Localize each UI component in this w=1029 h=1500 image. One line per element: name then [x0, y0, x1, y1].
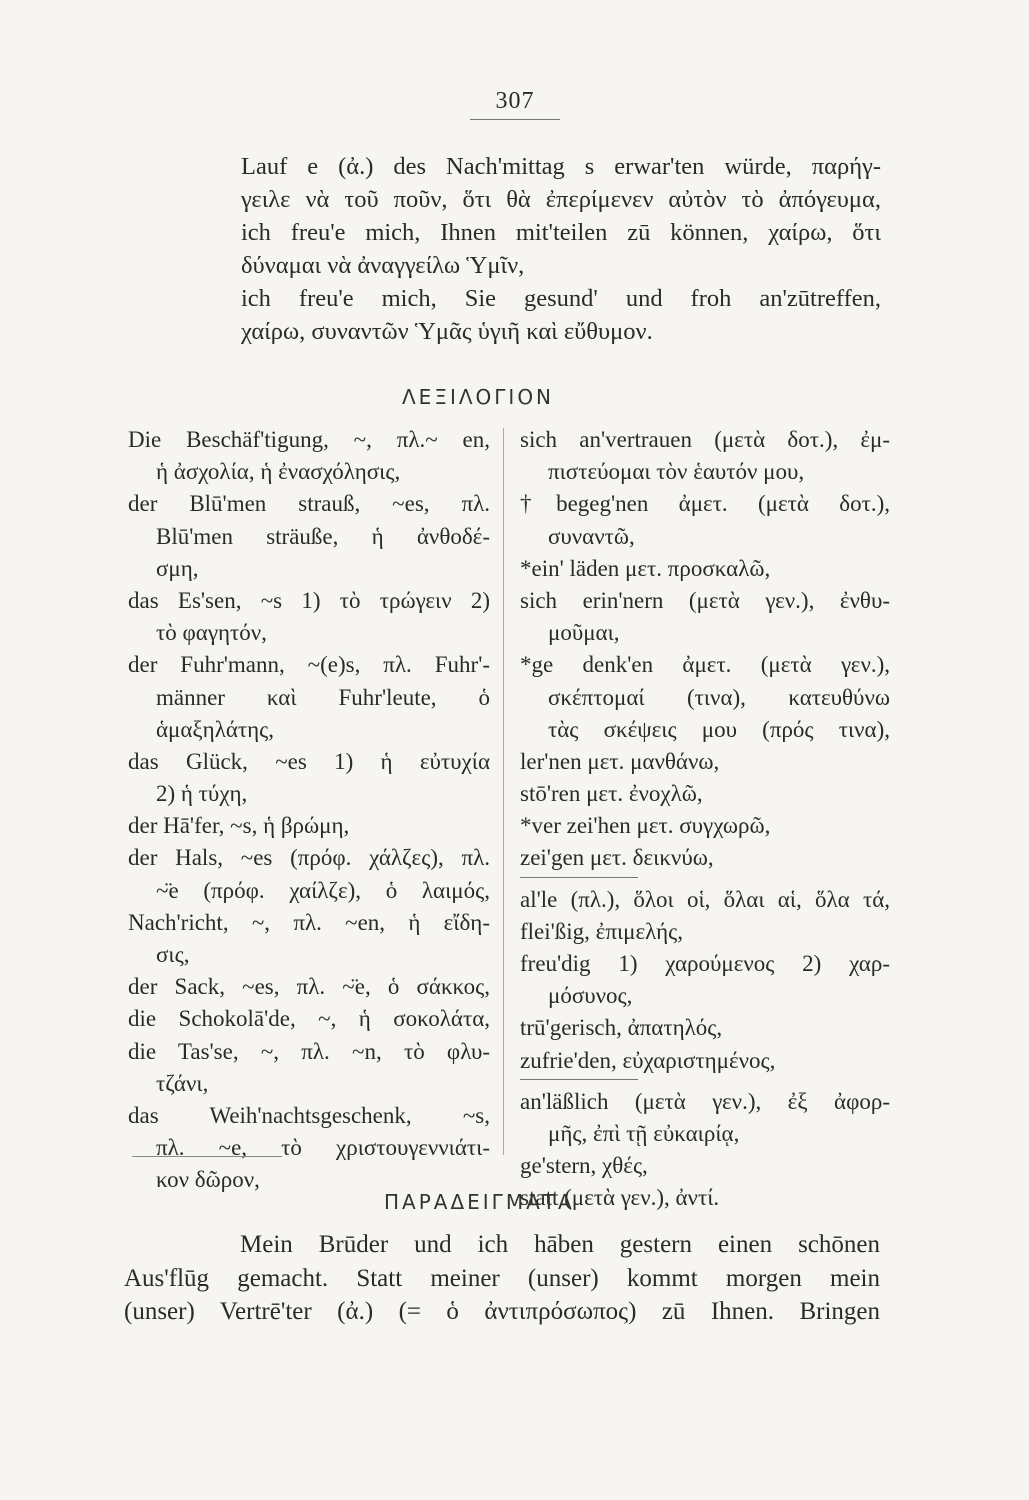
lexicon-entry-line: ler'nen μετ. μανθάνω, — [520, 748, 720, 774]
example-line: (unser) Vertrē'ter (ἀ.) (= ὁ ἀντιπρόσωπος) zū Ihnen. Bringen — [124, 1298, 880, 1325]
lexicon-entry-line: †begeg'nen ἀμετ. (μετὰ δοτ.), — [520, 491, 890, 517]
lexicon-entry-line: τὰς σκέψεις μου (πρός τινα), — [548, 716, 890, 742]
lexicon-entry-line: männer καὶ Fuhr'leute, ὁ — [156, 684, 490, 710]
examples-paragraph — [124, 1228, 880, 1329]
intro-line: Lauf e (ἀ.) des Nach'mittag s erwar'ten würde, παρήγ- — [241, 153, 881, 180]
lexicon-entry-line: ἡ ἀσχολία, ἡ ἐνασχόλησις, — [156, 459, 401, 485]
lexicon-entry-line: τζάνι, — [156, 1070, 209, 1096]
group-separator-rule — [520, 1079, 638, 1080]
lexicon-entry-line: statt (μετὰ γεν.), ἀντί. — [520, 1185, 720, 1211]
lexicon-entry-line: πιστεύομαι τὸν ἑαυτόν μου, — [548, 459, 805, 485]
example-line: Mein Brūder und ich hāben gestern einen schōnen — [240, 1231, 880, 1258]
lexicon-entry-line: ~̈e (πρόφ. χαίλζε), ὁ λαιμός, — [156, 877, 490, 903]
lexicon-entry-line: κον δῶρον, — [156, 1167, 260, 1193]
lexicon-entry-line: freu'dig 1) χαρούμενος 2) χαρ- — [520, 951, 890, 976]
lexicon-entry-line: σμη, — [156, 555, 199, 581]
lexicon-entry-line: die Tas'se, ~, πλ. ~n, τὸ φλυ- — [128, 1038, 490, 1064]
lexicon-entry-line: πλ. ~e, τὸ χριστουγεννιάτι- — [156, 1135, 490, 1161]
lexicon-right-column — [520, 424, 890, 1215]
intro-line: ich freu'e mich, Ihnen mit'teilen zū können, χαίρω, ὅτι — [241, 219, 881, 246]
lexicon-entry-line: ge'stern, χθές, — [520, 1153, 648, 1179]
lexicon-entry-line: der Fuhr'mann, ~(e)s, πλ. Fuhr'- — [128, 652, 490, 678]
lexicon-entry-line: an'läßlich (μετὰ γεν.), ἐξ ἀφορ- — [520, 1088, 890, 1114]
lexicon-entry-line: die Schokolā'de, ~, ἡ σοκολάτα, — [128, 1006, 490, 1032]
lexicon-entry-line: das Weih'nachtsgeschenk, ~s, — [128, 1102, 490, 1128]
lexicon-entry-line: Blū'men sträuße, ἡ ἀνθοδέ- — [156, 523, 490, 549]
lexicon-entry-line: σκέπτομαί (τινα), κατευθύνω — [548, 684, 890, 710]
lexicon-entry-line: *ein' läden μετ. προσκαλῶ, — [520, 555, 771, 581]
lexicon-entry-line: ἁμαξηλάτης, — [156, 716, 275, 742]
lexicon-entry-line: τὸ φαγητόν, — [156, 620, 267, 646]
group-separator-rule — [520, 877, 638, 878]
lexicon-entry-line: trū'gerisch, ἀπατηλός, — [520, 1015, 723, 1041]
intro-paragraph — [241, 150, 881, 348]
lexicon-entry-line: σις, — [156, 942, 190, 967]
examples-heading: ΠΑΡΑΔΕΙΓΜΑΤΑ — [384, 1190, 575, 1214]
lexicon-entry-line: der Sack, ~es, πλ. ~̈e, ὁ σάκκος, — [128, 974, 490, 1000]
lexicon-entry-line: μῆς, ἐπὶ τῇ εὐκαιρίᾳ, — [548, 1120, 740, 1146]
lexicon-entry-line: flei'ßig, ἐπιμελής, — [520, 918, 683, 944]
lexicon-entry-line: das Es'sen, ~s 1) τὸ τρώγειν 2) — [128, 587, 490, 613]
lexicon-heading: ΛΕΞΙΛΟΓΙΟΝ — [402, 385, 555, 409]
intro-line: ich freu'e mich, Sie gesund' und froh an'zūtreffen, — [241, 285, 881, 312]
lexicon-entry-line: der Hā'fer, ~s, ἡ βρώμη, — [128, 813, 350, 839]
lexicon-entry-line: μόσυνος, — [548, 983, 633, 1009]
lexicon-entry-line: Nach'richt, ~, πλ. ~en, ἡ εἴδη- — [128, 909, 490, 935]
left-column-end-rule — [132, 1156, 282, 1157]
lexicon-entry-line: der Blū'men strauß, ~es, πλ. — [128, 491, 490, 517]
lexicon-entry-line: sich erin'nern (μετὰ γεν.), ἐνθυ- — [520, 587, 890, 613]
lexicon-entry-line: 2) ἡ τύχη, — [156, 781, 248, 807]
column-divider — [503, 428, 504, 1155]
lexicon-entry-line: der Hals, ~es (πρόφ. χάλζες), πλ. — [128, 845, 490, 871]
lexicon-entry-line: sich an'vertrauen (μετὰ δοτ.), ἐμ- — [520, 427, 890, 452]
page-number: 307 — [495, 88, 535, 114]
intro-line: δύναμαι νὰ ἀναγγείλω Ὑμῖν, — [241, 252, 525, 279]
lexicon-entry-line: *ge denk'en ἀμετ. (μετὰ γεν.), — [520, 652, 890, 678]
lexicon-entry-line: μοῦμαι, — [548, 620, 620, 646]
page-number-rule — [470, 119, 560, 120]
lexicon-left-column — [128, 424, 490, 1197]
lexicon-entry-line: das Glück, ~es 1) ἡ εὐτυχία — [128, 748, 490, 774]
lexicon-entry-line: zei'gen μετ. δεικνύω, — [520, 845, 714, 871]
intro-line: χαίρω, συναντῶν Ὑμᾶς ὑγιῆ καὶ εὔθυμον. — [241, 318, 653, 345]
lexicon-entry-line: al'le (πλ.), ὅλοι οἱ, ὅλαι αἱ, ὅλα τά, — [520, 886, 890, 912]
lexicon-entry-line: συναντῶ, — [548, 523, 635, 549]
lexicon-entry-line: *ver zei'hen μετ. συγχωρῶ, — [520, 813, 771, 839]
lexicon-entry-line: Die Beschäf'tigung, ~, πλ.~ en, — [128, 427, 490, 452]
example-line: Aus'flūg gemacht. Statt meiner (unser) kommt morgen mein — [124, 1264, 880, 1292]
lexicon-entry-line: zufrie'den, εὐχαριστημένος, — [520, 1047, 776, 1073]
lexicon-entry-line: stō'ren μετ. ἐνοχλῶ, — [520, 781, 703, 807]
intro-line: γειλε νὰ τοῦ ποῦν, ὅτι θὰ ἐπερίμενεν αὐτὸν τὸ ἀπόγευμα, — [241, 186, 881, 213]
